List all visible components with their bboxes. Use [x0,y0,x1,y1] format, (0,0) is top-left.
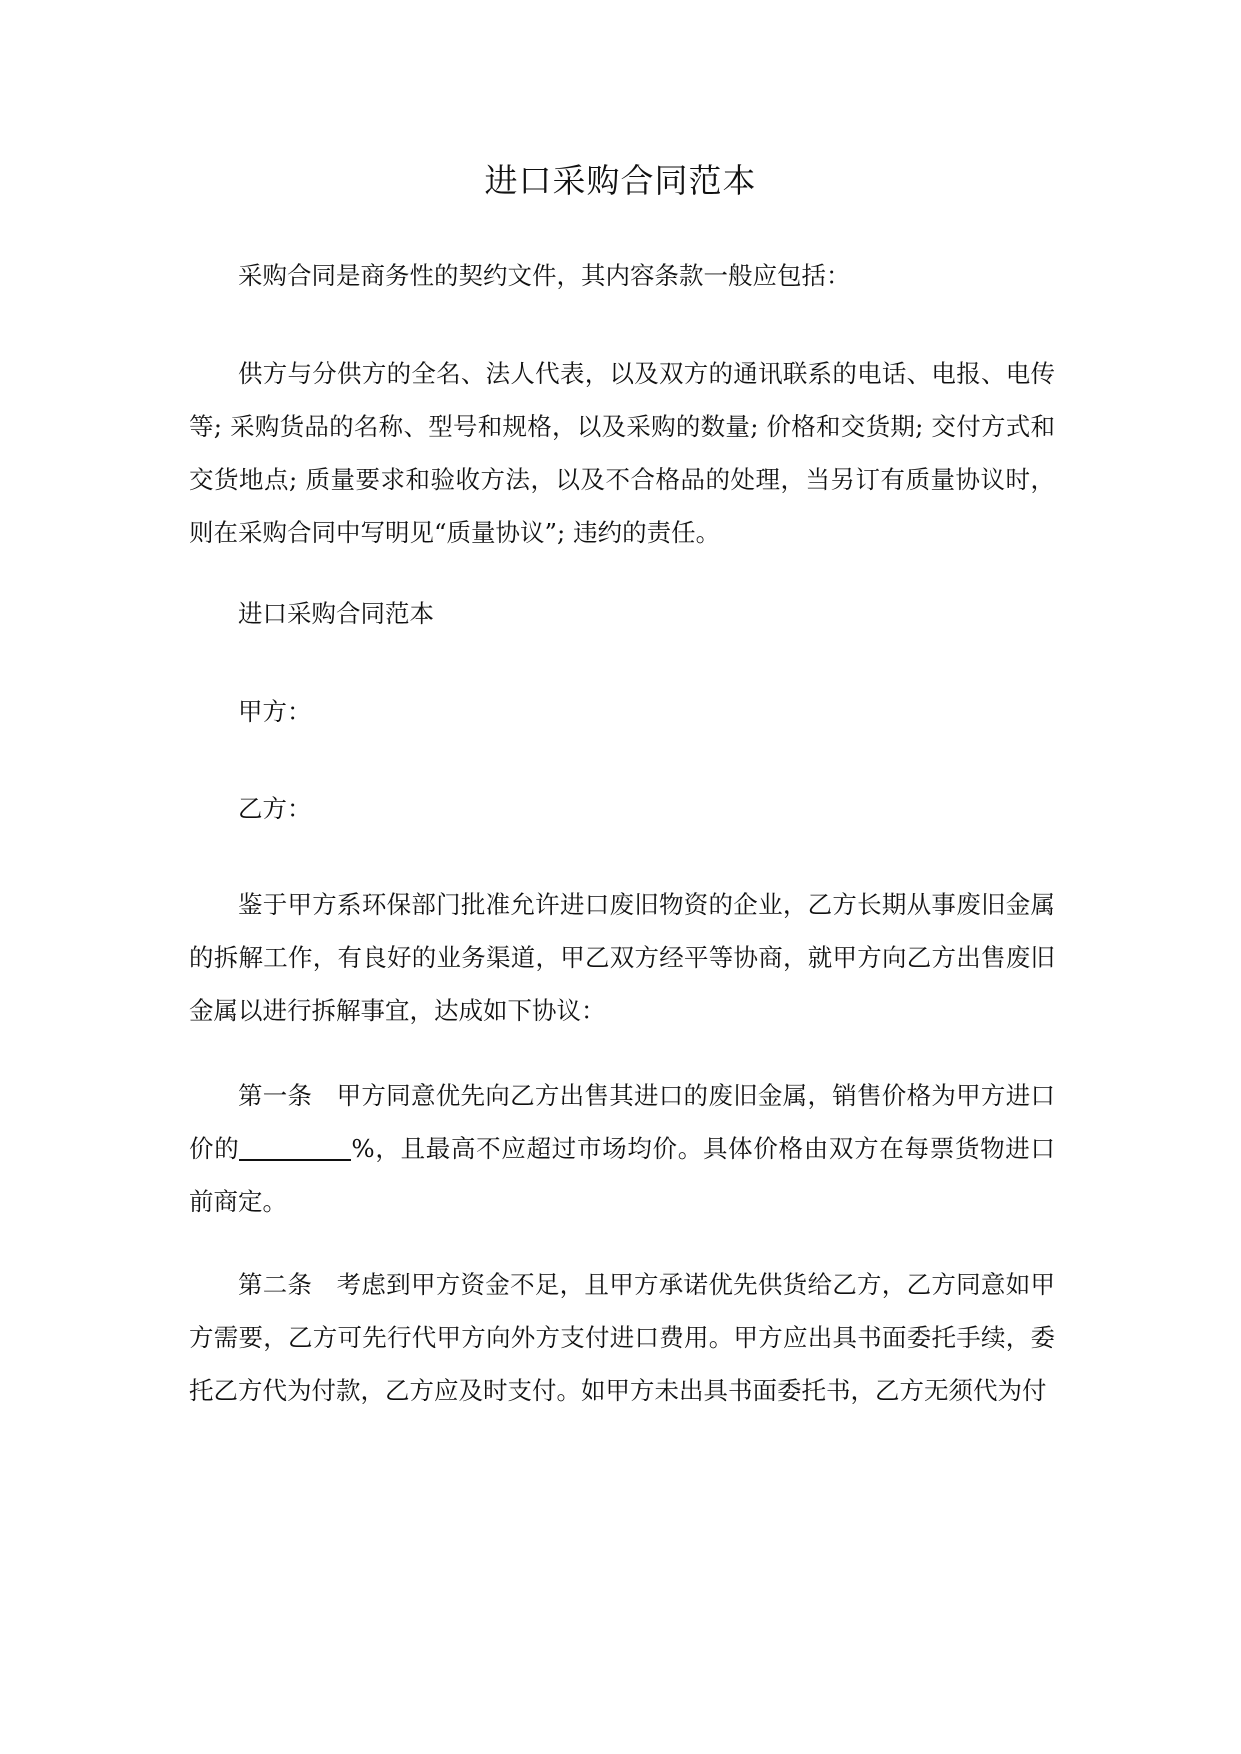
preamble-paragraph: 鉴于甲方系环保部门批准允许进口废旧物资的企业，乙方长期从事废旧金属的拆解工作，有良好的业务渠道，甲乙双方经平等协商，就甲方向乙方出售废旧金属以进行拆解事宜，达成如下协议： [189,890,1055,1025]
article-1-text-before: 甲方同意优先向乙方出售其进口的废旧金属，销售价格为甲方进口价的 [189,1081,1055,1163]
party-a-line: 甲方： [238,697,312,726]
document-title: 进口采购合同范本 [484,161,757,200]
article-2-text: 考虑到甲方资金不足，且甲方承诺优先供货给乙方，乙方同意如甲方需要，乙方可先行代甲方向外方支付进口费用。甲方应出具书面委托手续，委托乙方代为付款，乙方应及时支付。如甲方未出具书面委托书，乙方无须代为付 [189,1270,1055,1405]
article-2-label: 第二条 [238,1270,313,1299]
price-percentage-blank [239,1135,351,1161]
article-1-text-after: %，且最高不应超过市场均价。具体价格由双方在每票货物进口前商定。 [189,1134,1056,1216]
party-b-line: 乙方： [238,794,312,823]
article-1-label: 第一条 [238,1081,313,1110]
article-2-paragraph [189,1258,1055,1417]
article-1-paragraph [189,1069,1055,1228]
contract-contents-paragraph: 供方与分供方的全名、法人代表，以及双方的通讯联系的电话、电报、电传等; 采购货品的名称、型号和规格，以及采购的数量; 价格和交货期; 交付方式和交货地点; 质量要求和验收方法，以及不合格品的处理，当另订有质量协议时，则在采购合同中写明见“质量协议”; 违约的责任。 [189,359,1055,547]
contract-subtitle: 进口采购合同范本 [238,599,434,628]
intro-paragraph: 采购合同是商务性的契约文件，其内容条款一般应包括： [238,261,851,290]
